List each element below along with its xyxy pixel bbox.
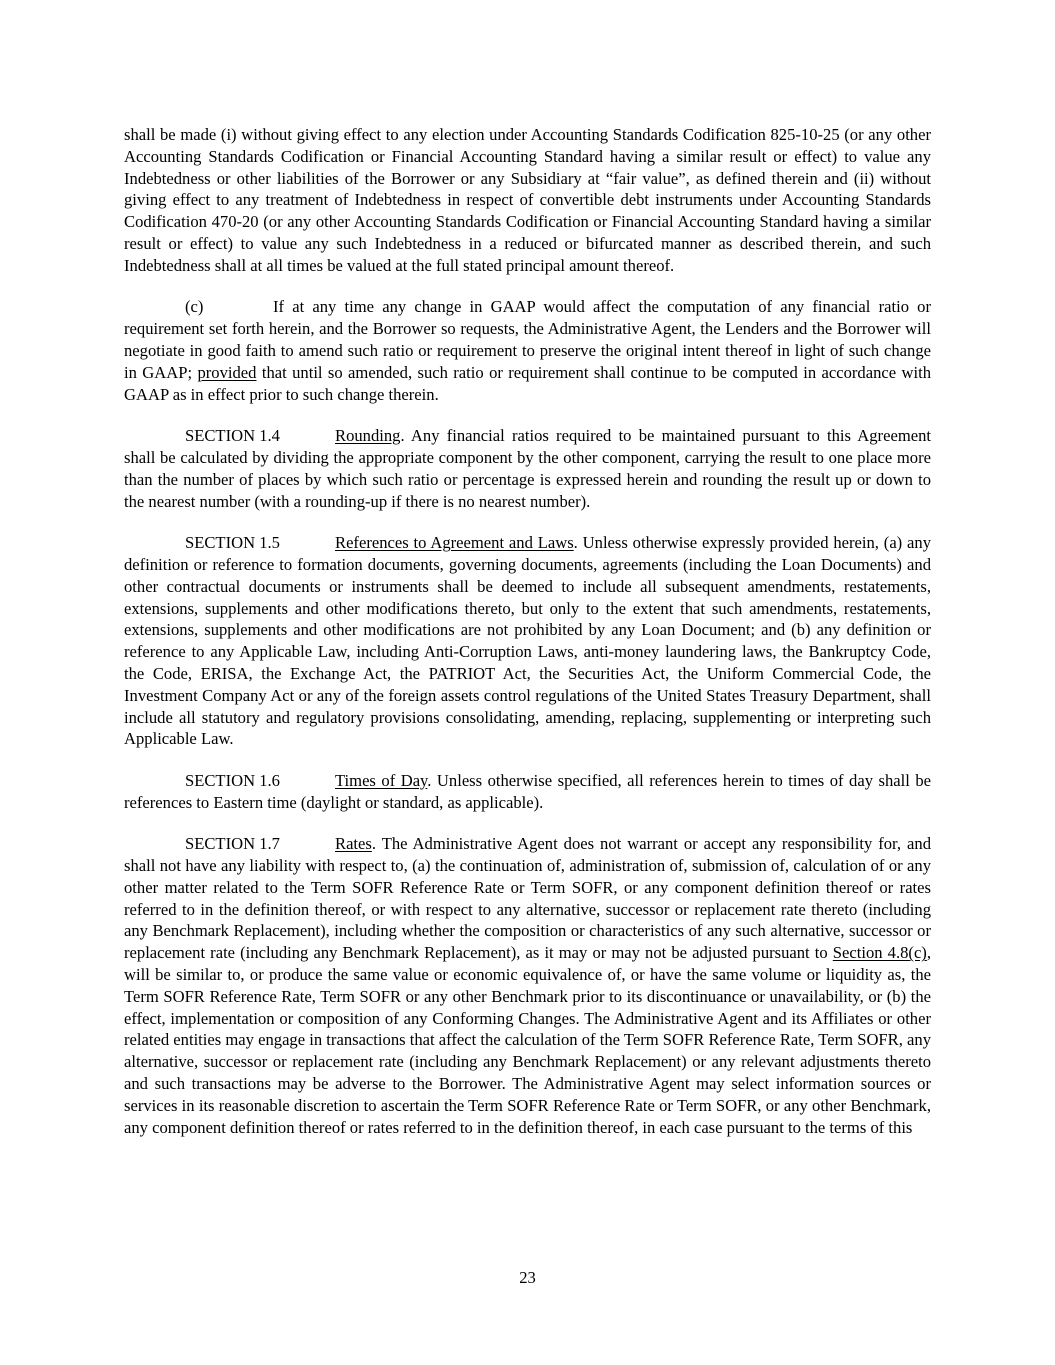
section-text: . Unless otherwise specified, all references herein to times of day shall be references to Eastern time (daylight or standard, as applicable). <box>124 770 931 812</box>
paragraph-gaap-change <box>124 296 931 405</box>
section-label: SECTION 1.4 <box>185 426 280 446</box>
section-cross-reference: Section 4.8(c) <box>832 943 927 963</box>
section-label: SECTION 1.6 <box>185 770 280 790</box>
section-1-7 <box>124 833 931 1138</box>
section-title: References to Agreement and Laws <box>335 533 574 553</box>
section-title: Rates <box>335 834 372 854</box>
section-1-4 <box>124 425 931 512</box>
section-1-6 <box>124 770 931 814</box>
section-text: . Unless otherwise expressly provided herein, (a) any definition or reference to formation documents, governing documents, agreements (including the Loan Documents) and other contractual documents or instruments shall be deemed to include all subsequent amendments, restatements, extensions, supplements and other modifications thereto, but only to the extent that such amendments, restatements, extensions, supplements and other modifications are not prohibited by any Loan Document; and (b) any definition or reference to any Applicable Law, including Anti-Corruption Laws, anti-money laundering laws, the Bankruptcy Code, the Code, ERISA, the Exchange Act, the PATRIOT Act, the Securities Act, the Uniform Commercial Code, the Investment Company Act or any of the foreign assets control regulations of the United States Treasury Department, shall include all statutory and regulatory provisions consolidating, amending, replacing, supplementing or interpreting such Applicable Law. <box>124 533 932 749</box>
paragraph-text: that until so amended, such ratio or requirement shall continue to be computed in accordance with GAAP as in effect prior to such change therein. <box>124 362 931 404</box>
section-text: . Any financial ratios required to be maintained pursuant to this Agreement shall be calculated by dividing the appropriate component by the other component, carrying the result to one place more than the number of places by which such ratio or percentage is expressed herein and rounding the result up or down to the nearest number (with a rounding-up if there is no nearest number). <box>124 426 931 511</box>
section-title: Rounding <box>335 426 401 446</box>
provided-term: provided <box>197 362 257 382</box>
section-label: SECTION 1.5 <box>185 533 280 553</box>
document-page <box>124 124 931 1158</box>
paragraph-text: If at any time any change in GAAP would affect the computation of any financial ratio or requirement set forth herein, and the Borrower so requests, the Administrative Agent, the Lenders and the Borrower will negotiate in good faith to amend such ratio or requirement to preserve the original intent thereof in light of such change in GAAP; <box>124 297 931 382</box>
section-label: SECTION 1.7 <box>185 834 280 854</box>
section-text: , will be similar to, or produce the same value or economic equivalence of, or have the same volume or liquidity as, the Term SOFR Reference Rate, Term SOFR or any other Benchmark prior to its discontinuance or unavailability, or (b) the effect, implementation or composition of any Conforming Changes. The Administrative Agent and its Affiliates or other related entities may engage in transactions that affect the calculation of the Term SOFR Reference Rate, Term SOFR, any alternative, successor or replacement rate (including any Benchmark Replacement) or any relevant adjustments thereto and such transactions may be adverse to the Borrower. The Administrative Agent may select information sources or services in its reasonable discretion to ascertain the Term SOFR Reference Rate or Term SOFR, or any other Benchmark, any component definition thereof or rates referred to in the definition thereof, in each case pursuant to the terms of this <box>124 943 931 1137</box>
clause-label: (c) <box>185 297 204 317</box>
section-1-5 <box>124 532 931 750</box>
section-text: . The Administrative Agent does not warrant or accept any responsibility for, and shall not have any liability with respect to, (a) the continuation of, administration of, submission of, calculation of or any other matter related to the Term SOFR Reference Rate or Term SOFR, or any component definition thereof or rates referred to in the definition thereof, or with respect to any alternative, successor or replacement rate thereto (including any Benchmark Replacement), including whether the composition or characteristics of any such alternative, successor or replacement rate (including any Benchmark Replacement), as it may or may not be adjusted pursuant to <box>124 834 931 963</box>
section-title: Times of Day <box>335 770 428 790</box>
paragraph-accounting-continuation <box>124 124 931 277</box>
page-number: 23 <box>519 1268 536 1287</box>
paragraph-text: shall be made (i) without giving effect to any election under Accounting Standards Codification 825-10-25 (or any other Accounting Standards Codification or Financial Accounting Standard having a similar result or effect) to value any Indebtedness or other liabilities of the Borrower or any Subsidiary at “fair value”, as defined therein and (ii) without giving effect to any treatment of Indebtedness in respect of convertible debt instruments under Accounting Standards Codification 470-20 (or any other Accounting Standards Codification or Financial Accounting Standard having a similar result or effect) to value any such Indebtedness in a reduced or bifurcated manner as described therein, and such Indebtedness shall at all times be valued at the full stated principal amount thereof. <box>124 125 931 275</box>
